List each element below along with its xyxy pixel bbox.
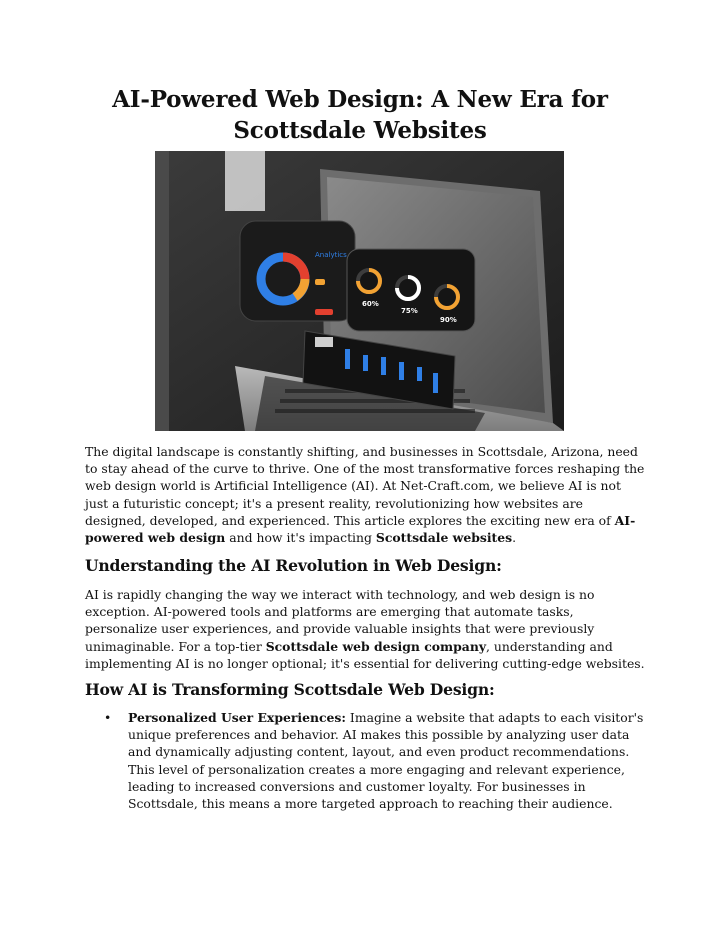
section-heading-transforming: How AI is Transforming Scottsdale Web Design: — [85, 680, 495, 699]
list-item — [85, 709, 645, 812]
laptop-dashboard-illustration — [155, 151, 564, 431]
bullet-list — [85, 709, 645, 812]
section1-text: AI is rapidly changing the way we interact with technology, and web design is no exception. AI-powered tools and platforms are emerging that automate tasks, personalize user experiences, and provide valuable insights that were previously unimaginable. For a top-tier — [85, 587, 595, 654]
hero-image — [155, 151, 564, 431]
intro-paragraph — [85, 443, 645, 546]
section1-text-end: , understanding and implementing AI is no longer optional; it's essential for delivering cutting-edge websites. — [85, 638, 645, 671]
page-title: AI-Powered Web Design: A New Era for Scottsdale Websites — [112, 86, 608, 144]
intro-text-end: . — [512, 530, 517, 546]
intro-text-mid: and how it's impacting — [225, 530, 376, 546]
section-heading-ai-revolution: Understanding the AI Revolution in Web Design: — [85, 556, 502, 575]
bullet-text: Imagine a website that adapts to each visitor's unique preferences and behavior. AI makes this possible by analyzing user data and dynamically adjusting content, layout, and even product recommendations. This level of personalization creates a more engaging and relevant experience, leading to increased conversions and customer loyalty. For businesses in Scottsdale, this means a more targeted approach to reaching their audience. — [128, 710, 644, 812]
bullet-title: Personalized User Experiences: — [128, 710, 346, 725]
intro-bold-ai-powered: AI-powered web design — [85, 512, 636, 546]
panel-label-analytics: Analytics — [315, 251, 347, 259]
gauge-label-2: 75% — [401, 307, 418, 315]
intro-bold-scottsdale: Scottsdale websites — [375, 530, 513, 546]
intro-text: The digital landscape is constantly shifting, and businesses in Scottsdale, Arizona, need to stay ahead of the curve to thrive. One of the most transformative forces reshaping the web design world is Artificial Intelligence (AI). At Net-Craft.com, we believe AI is not just a futuristic concept; it's a present reality, revolutionizing how websites are designed, developed, and experienced. This article explores the exciting new era of — [85, 444, 645, 528]
bullet-icon: • — [104, 710, 112, 725]
section1-bold: Scottsdale web design company — [265, 638, 487, 654]
section1-paragraph — [85, 586, 645, 672]
gauge-label-1: 60% — [362, 300, 379, 308]
gauge-label-3: 90% — [440, 316, 457, 324]
